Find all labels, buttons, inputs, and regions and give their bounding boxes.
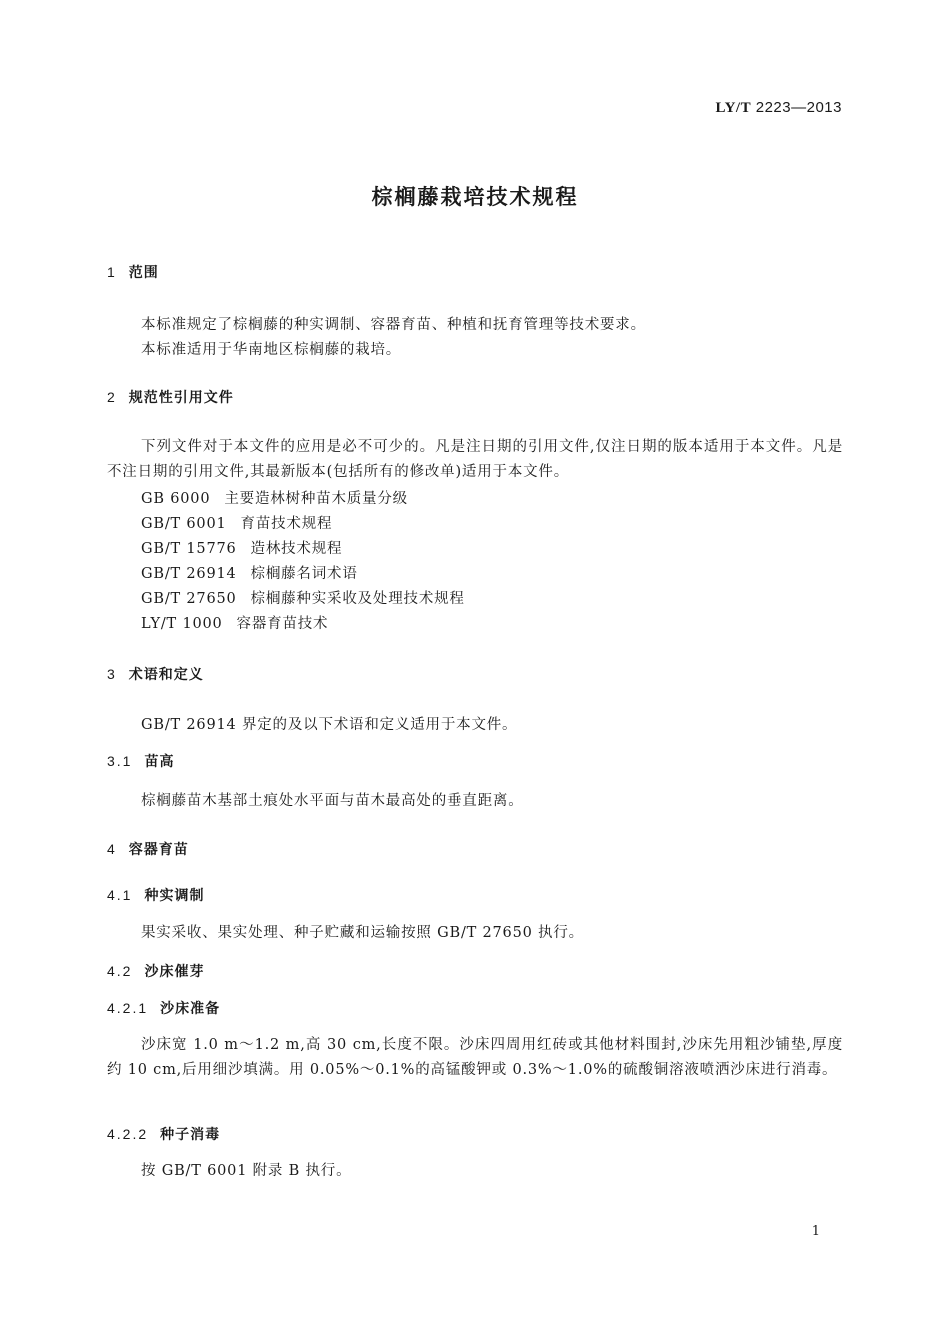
reference-title: 棕榈藤名词术语 [250, 566, 358, 582]
reference-item [141, 587, 465, 608]
section-title: 沙床准备 [160, 1001, 221, 1017]
section-2-heading [107, 387, 234, 407]
reference-code: GB/T 26914 [141, 566, 237, 582]
section-number: 4.2.1 [107, 1000, 149, 1016]
paragraph: 本标准适用于华南地区棕榈藤的栽培。 [141, 342, 402, 358]
standard-prefix: LY/T [715, 100, 752, 116]
standard-number [715, 99, 842, 117]
section-title: 规范性引用文件 [128, 390, 234, 406]
reference-title: 育苗技术规程 [240, 516, 333, 532]
paragraph: 果实采收、果实处理、种子贮藏和运输按照 GB/T 27650 执行。 [141, 925, 584, 941]
section-number: 4.2 [107, 963, 133, 979]
paragraph: 沙床宽 1.0 m～1.2 m,高 30 cm,长度不限。沙床四周用红砖或其他材料围封,沙床先用粗沙铺垫,厚度约 10 cm,后用细沙填满。用 0.05%～0.1%的高锰酸钾或 0.3%～1.0%的硫酸铜溶液喷洒沙床进行消毒。 [107, 1037, 843, 1078]
reference-code: GB/T 15776 [141, 541, 237, 557]
section-number: 4.2.2 [107, 1126, 149, 1142]
section-title: 苗高 [144, 754, 175, 770]
subsection-4-2-heading [107, 961, 204, 981]
section-1-heading [107, 262, 159, 282]
reference-item [141, 562, 358, 583]
section-3-heading [107, 664, 204, 684]
section-title: 种子消毒 [160, 1127, 221, 1143]
section-title: 种实调制 [144, 888, 205, 904]
reference-item [141, 537, 342, 558]
section-number: 4 [107, 841, 117, 857]
subsection-4-2-2-heading [107, 1124, 220, 1144]
reference-title: 造林技术规程 [250, 541, 343, 557]
section-title: 容器育苗 [128, 842, 189, 858]
paragraph: 本标准规定了棕榈藤的种实调制、容器育苗、种植和抚育管理等技术要求。 [141, 317, 646, 333]
section-number: 1 [107, 264, 117, 280]
reference-title: 主要造林树种苗木质量分级 [224, 491, 408, 507]
section-number: 3.1 [107, 753, 133, 769]
reference-item [141, 512, 332, 533]
reference-code: LY/T 1000 [141, 616, 223, 632]
section-title: 范围 [128, 265, 159, 281]
subsection-3-1-heading [107, 751, 174, 771]
document-title: 棕榈藤栽培技术规程 [371, 185, 579, 209]
paragraph: GB/T 26914 界定的及以下术语和定义适用于本文件。 [141, 717, 518, 733]
reference-item [141, 487, 408, 508]
subsection-4-1-heading [107, 885, 204, 905]
section-title: 沙床催芽 [144, 964, 205, 980]
paragraph: 按 GB/T 6001 附录 B 执行。 [141, 1163, 352, 1179]
section-number: 4.1 [107, 887, 133, 903]
reference-code: GB/T 6001 [141, 516, 227, 532]
page-number: 1 [811, 1224, 820, 1239]
standard-code: 2223—2013 [755, 99, 842, 116]
section-title: 术语和定义 [128, 667, 204, 683]
reference-title: 容器育苗技术 [236, 616, 329, 632]
section-number: 2 [107, 389, 117, 405]
paragraph: 棕榈藤苗木基部土痕处水平面与苗木最高处的垂直距离。 [141, 793, 524, 809]
reference-title: 棕榈藤种实采收及处理技术规程 [250, 591, 465, 607]
reference-code: GB 6000 [141, 491, 211, 507]
section-number: 3 [107, 666, 117, 682]
paragraph: 下列文件对于本文件的应用是必不可少的。凡是注日期的引用文件,仅注日期的版本适用于本文件。凡是不注日期的引用文件,其最新版本(包括所有的修改单)适用于本文件。 [107, 439, 843, 480]
section-4-heading [107, 839, 189, 859]
subsection-4-2-1-heading [107, 998, 220, 1018]
reference-code: GB/T 27650 [141, 591, 237, 607]
reference-item [141, 612, 328, 633]
